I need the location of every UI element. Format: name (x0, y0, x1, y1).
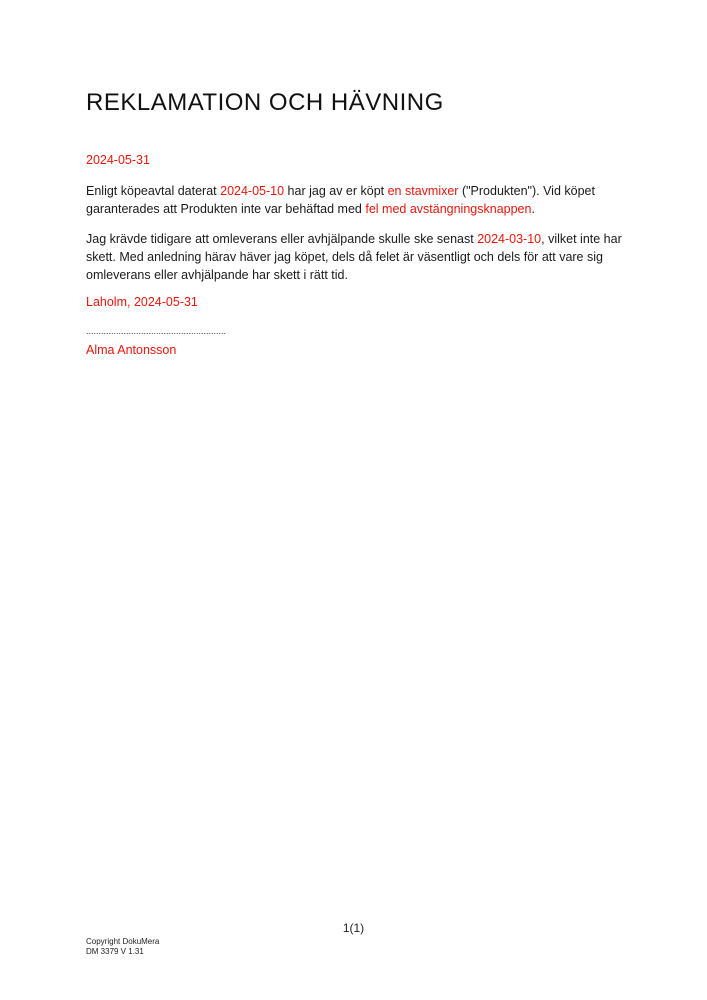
document-date: 2024-05-31 (86, 153, 150, 167)
paragraph-termination (86, 230, 631, 284)
product-name: en stavmixer (387, 184, 459, 198)
signature-line: ........................................................ (86, 326, 227, 336)
p2-text-2: , vilket inte har skett. Med anledning härav häver jag köpet, dels då felet är väsentligt och dels för att vare sig omleverans eller avhjälpande har skett i rätt tid. (86, 232, 622, 282)
p1-text-4: . (531, 202, 535, 216)
page-number: 1(1) (342, 921, 365, 935)
copyright-text: Copyright DokuMera (86, 937, 160, 946)
p1-text-3: ("Produkten"). Vid köpet garanterades att Produkten inte var behäftad med (86, 184, 595, 216)
p1-text-2: har jag av er köpt (284, 184, 388, 198)
footer (86, 937, 159, 957)
defect-description: fel med avstängningsknappen (365, 202, 532, 216)
paragraph-purchase (86, 182, 631, 218)
p2-text-1: Jag krävde tidigare att omleverans eller avhjälpande skulle ske senast (86, 232, 478, 246)
deadline-date: 2024-03-10 (477, 232, 542, 246)
place-and-date: Laholm, 2024-05-31 (86, 295, 198, 309)
p1-text-1: Enligt köpeavtal daterat (86, 184, 221, 198)
signer-name: Alma Antonsson (86, 343, 177, 357)
document-title: REKLAMATION OCH HÄVNING (86, 89, 444, 116)
document-id: DM 3379 V 1.31 (86, 947, 144, 956)
contract-date: 2024-05-10 (220, 184, 285, 198)
